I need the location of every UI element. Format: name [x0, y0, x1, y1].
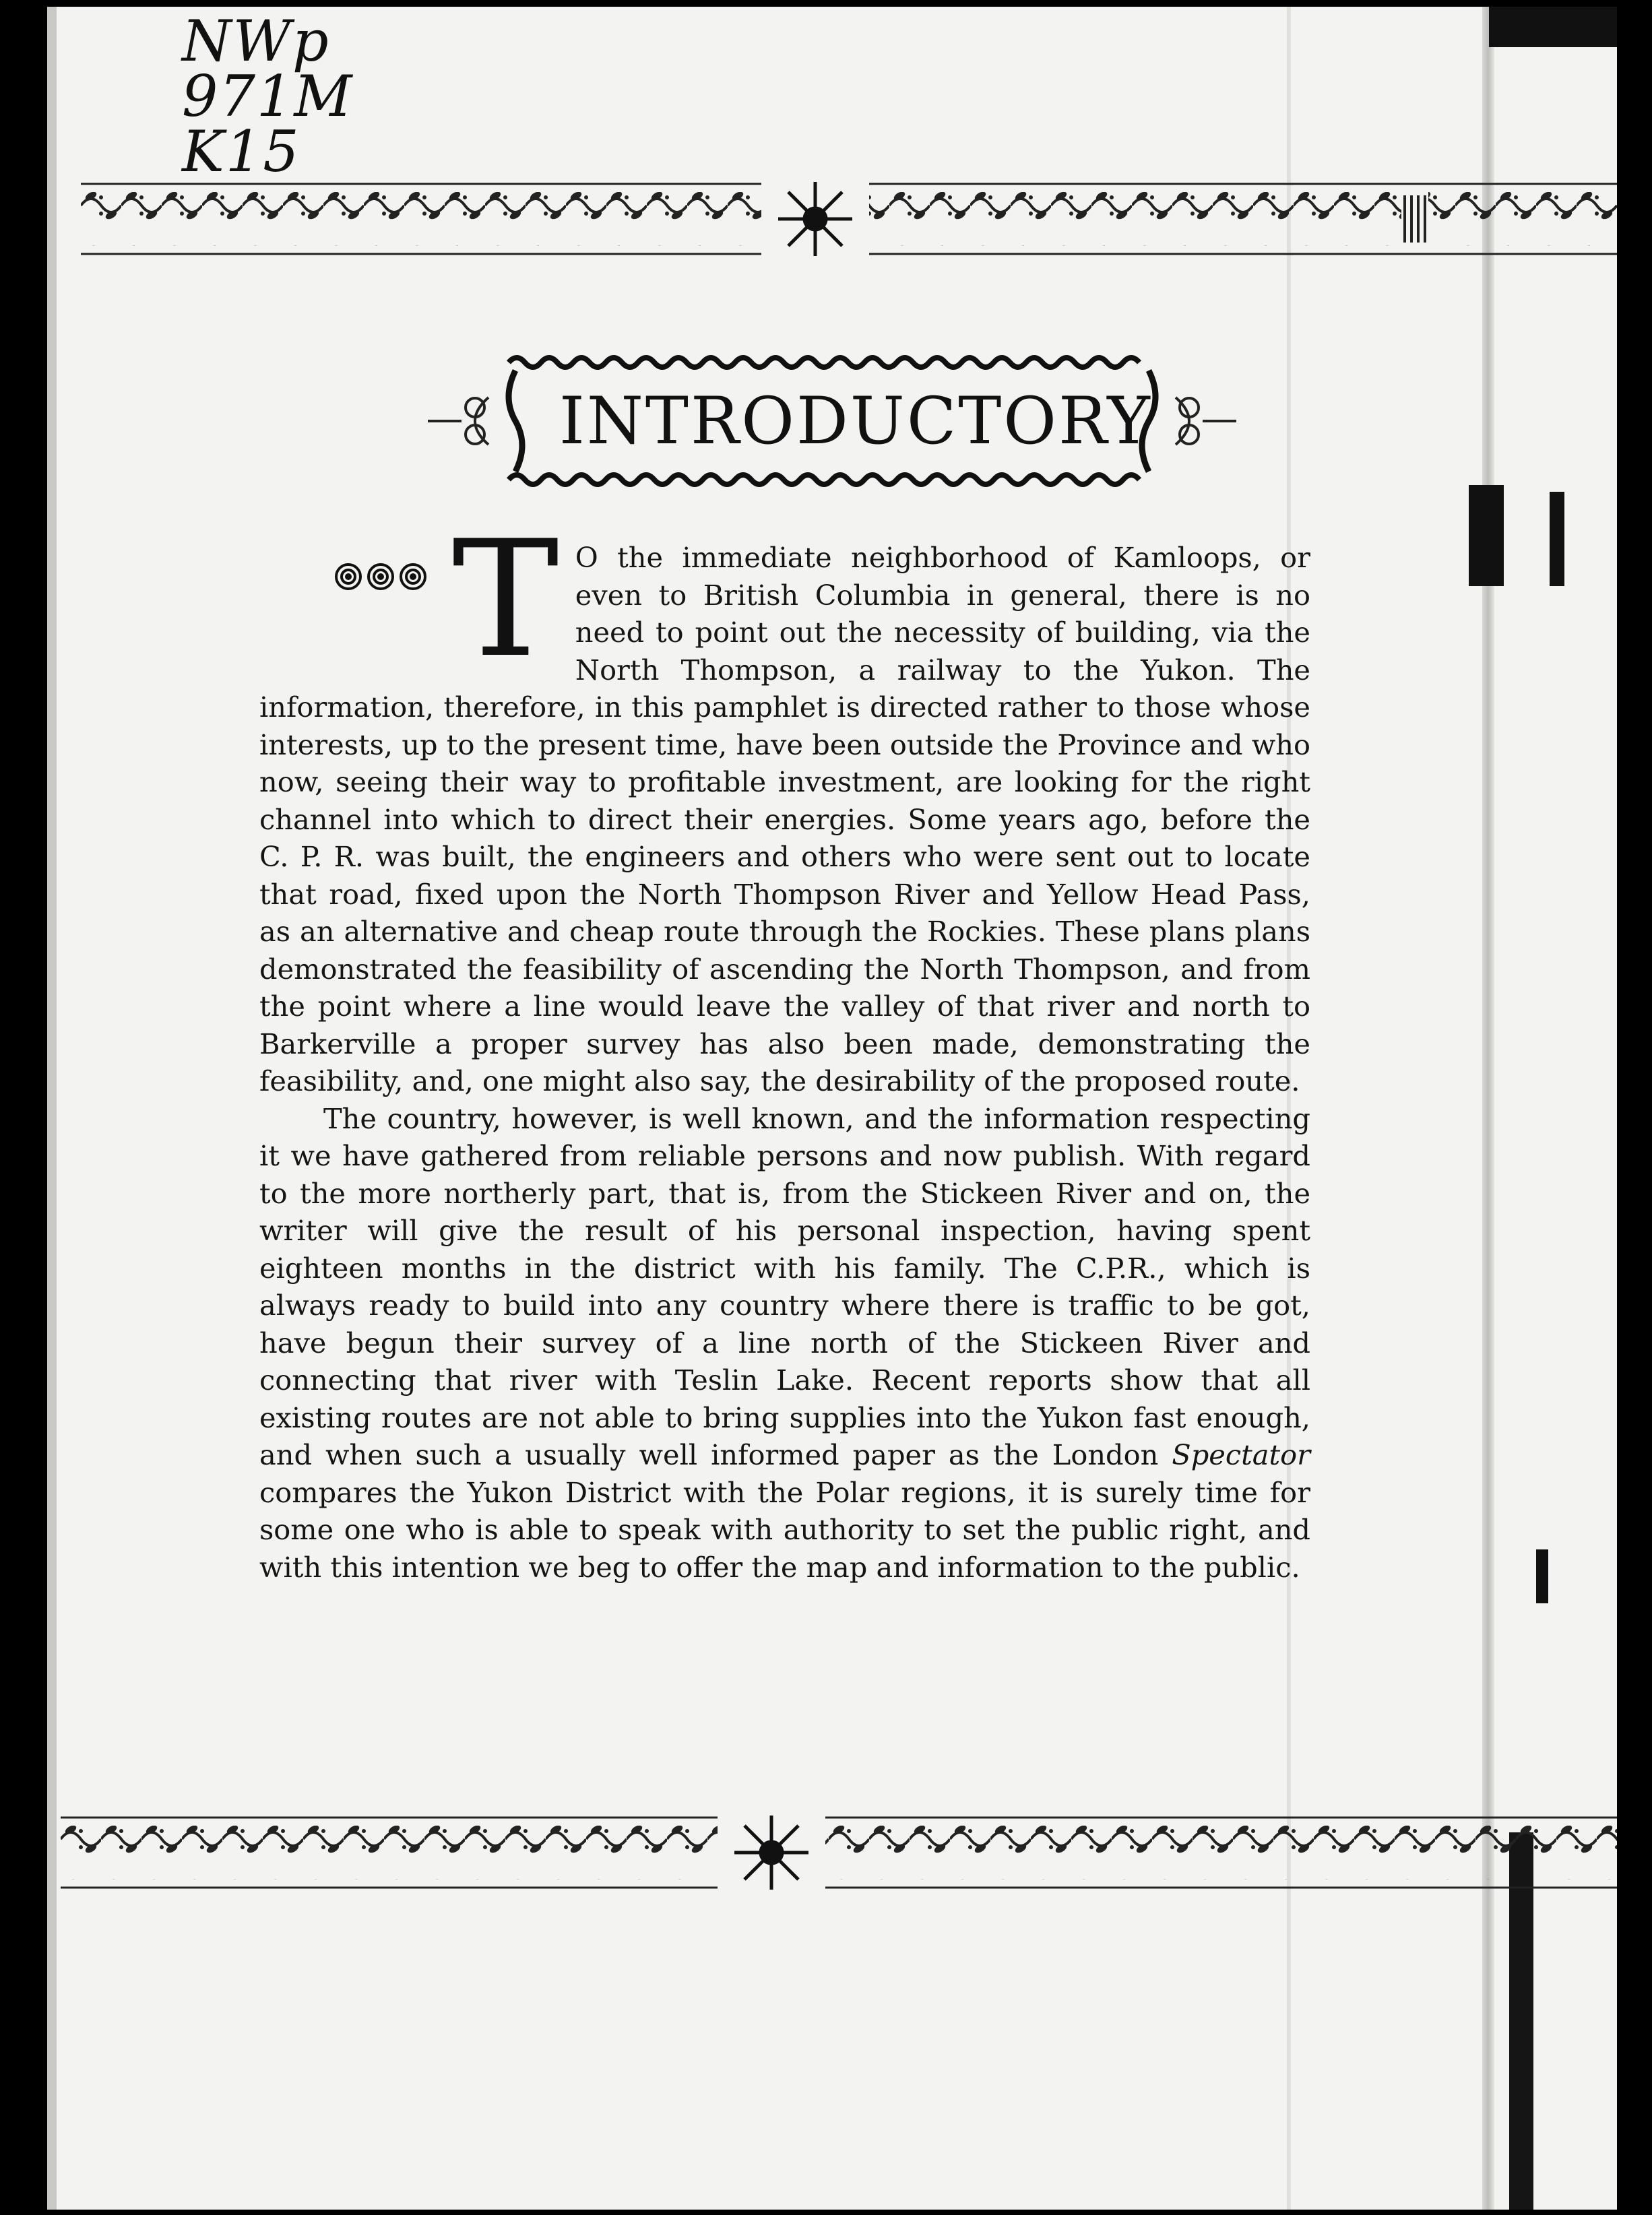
handwritten-call-number: [182, 8, 354, 185]
binding-mark: [1550, 492, 1564, 586]
page-title: INTRODUCTORY: [559, 383, 1152, 459]
binding-mark: [1469, 485, 1504, 586]
paragraph-text: compares the Yukon District with the Polar regions, it is surely time for some one who is able to speak with authority to set the public right, and with this intention we beg to offer the map and information to the public.: [259, 1475, 1310, 1584]
paragraph: [259, 507, 1310, 1100]
body-text: [259, 507, 1310, 1586]
paragraph: [259, 1100, 1310, 1586]
spiral-ornaments: [333, 556, 435, 597]
paragraph-text: O the immediate neighborhood of Kamloops, or even to British Columbia in general, there is no need to point out the necessity of building, via the North Thompson, a railway to the Yukon. The information, therefore, in this pamphlet is directed rather to those whose interests, up to the present time, have been outside the Province and who now, seeing their way to profitable investment, are looking for the right channel into which to direct their energies. Some years ago, before the C. P. R. was built, the engineers and others who were sent out to locate that road, fixed upon the North Thompson River and Yellow Head Pass, as an alternative and cheap route through the Rockies. These plans plans demonstrated the feasibility of ascending the North Thompson, and from the point where a line would leave the valley of that river and north to Barkerville a proper survey has also been made, demonstrating the feasibility, and, one might also say, the desirability of the proposed route.: [259, 541, 1310, 1097]
binding-mark: [1536, 1549, 1548, 1603]
publication-title: Spectator: [1172, 1438, 1310, 1471]
call-number-line: K15: [182, 119, 300, 185]
drop-cap: T: [452, 507, 559, 693]
call-number-line: NWp: [182, 8, 330, 74]
ornamental-border-bottom: [61, 1812, 1617, 1893]
document-page: [47, 7, 1617, 2210]
scan-shadow: [1489, 7, 1617, 47]
call-number-line: 971M: [182, 63, 354, 129]
page-edge: [47, 7, 57, 2210]
ornamental-border-top: [81, 179, 1617, 259]
paragraph-text: The country, however, is well known, and the information respecting it we have gathered from reliable persons and now publish. With regard to the more northerly part, that is, from the Stickeen River and on, the writer will give the result of his personal inspection, having spent eighteen months in the district with his family. The C.P.R., which is always ready to build into any country where there is traffic to be got, have begun their survey of a line north of the Stickeen River and connecting that river with Teslin Lake. Recent reports show that all existing routes are not able to bring supplies into the Yukon fast enough, and when such a usually well informed paper as the London: [259, 1101, 1310, 1471]
